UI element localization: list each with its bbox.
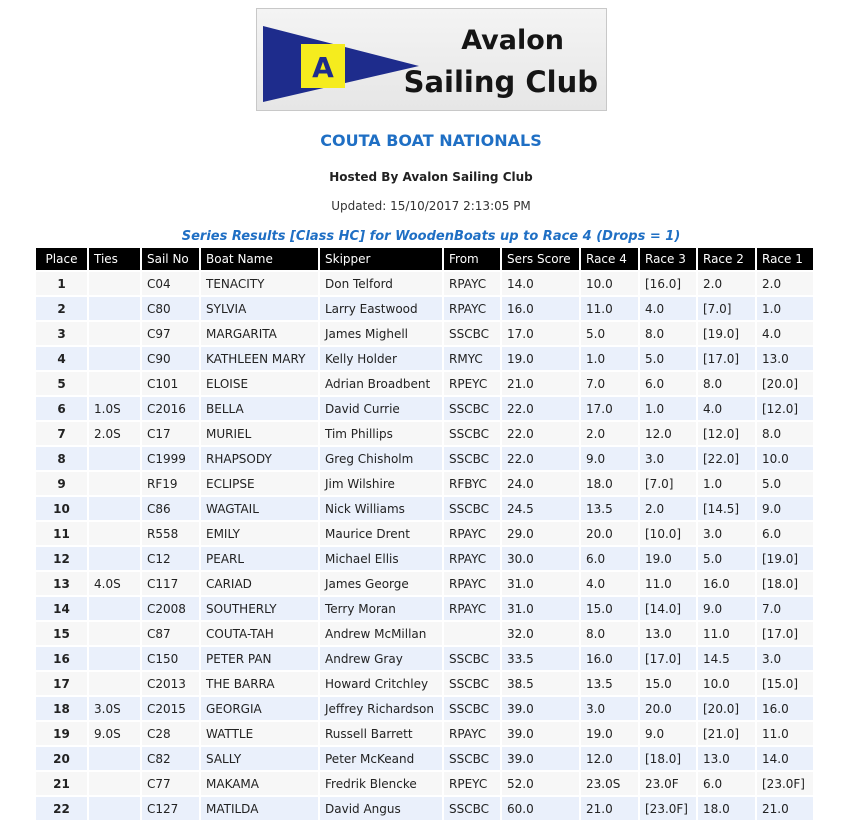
- cell-boat-name: EMILY: [201, 522, 318, 545]
- cell-place: 17: [36, 672, 87, 695]
- cell-boat-name: RHAPSODY: [201, 447, 318, 470]
- cell-skipper: Kelly Holder: [320, 347, 442, 370]
- cell-boat-name: THE BARRA: [201, 672, 318, 695]
- cell-race-2: 13.0: [698, 747, 755, 770]
- table-row: [36, 447, 813, 470]
- cell-boat-name: SYLVIA: [201, 297, 318, 320]
- cell-from: SSCBC: [444, 797, 500, 820]
- cell-place: 7: [36, 422, 87, 445]
- cell-place: 22: [36, 797, 87, 820]
- cell-race-1: 11.0: [757, 722, 813, 745]
- cell-sail-no: C77: [142, 772, 199, 795]
- cell-race-3: [10.0]: [640, 522, 696, 545]
- cell-skipper: James George: [320, 572, 442, 595]
- cell-from: SSCBC: [444, 672, 500, 695]
- hosted-by: Hosted By Avalon Sailing Club: [329, 170, 533, 184]
- cell-from: RPAYC: [444, 722, 500, 745]
- cell-race-2: [20.0]: [698, 697, 755, 720]
- cell-race-4: 15.0: [581, 597, 638, 620]
- cell-race-4: 2.0: [581, 422, 638, 445]
- cell-boat-name: MURIEL: [201, 422, 318, 445]
- column-header-sers-score: Sers Score: [502, 248, 579, 270]
- cell-place: 20: [36, 747, 87, 770]
- cell-race-3: [17.0]: [640, 647, 696, 670]
- cell-race-3: [16.0]: [640, 272, 696, 295]
- cell-ties: [89, 797, 140, 820]
- table-row: [36, 472, 813, 495]
- cell-race-2: 6.0: [698, 772, 755, 795]
- cell-sers-score: 19.0: [502, 347, 579, 370]
- cell-race-1: 13.0: [757, 347, 813, 370]
- results-table: [34, 246, 815, 822]
- cell-sail-no: C1999: [142, 447, 199, 470]
- series-heading: Series Results [Class HC] for WoodenBoats up to Race 4 (Drops = 1): [181, 229, 681, 244]
- cell-skipper: Fredrik Blencke: [320, 772, 442, 795]
- cell-ties: [89, 372, 140, 395]
- cell-skipper: Adrian Broadbent: [320, 372, 442, 395]
- cell-race-1: [18.0]: [757, 572, 813, 595]
- cell-place: 15: [36, 622, 87, 645]
- cell-ties: [89, 297, 140, 320]
- cell-race-2: 18.0: [698, 797, 755, 820]
- table-row: [36, 272, 813, 295]
- cell-skipper: Maurice Drent: [320, 522, 442, 545]
- cell-sail-no: C127: [142, 797, 199, 820]
- cell-skipper: Peter McKeand: [320, 747, 442, 770]
- cell-boat-name: PEARL: [201, 547, 318, 570]
- header-row: [36, 248, 813, 270]
- cell-from: SSCBC: [444, 497, 500, 520]
- cell-place: 1: [36, 272, 87, 295]
- cell-sers-score: 24.5: [502, 497, 579, 520]
- cell-race-1: [12.0]: [757, 397, 813, 420]
- cell-race-1: 9.0: [757, 497, 813, 520]
- table-row: [36, 622, 813, 645]
- cell-race-1: 10.0: [757, 447, 813, 470]
- cell-race-4: 9.0: [581, 447, 638, 470]
- cell-race-3: 13.0: [640, 622, 696, 645]
- cell-race-4: 13.5: [581, 672, 638, 695]
- table-row: [36, 547, 813, 570]
- cell-skipper: Greg Chisholm: [320, 447, 442, 470]
- cell-boat-name: WATTLE: [201, 722, 318, 745]
- cell-race-2: [17.0]: [698, 347, 755, 370]
- cell-boat-name: ECLIPSE: [201, 472, 318, 495]
- cell-sers-score: 31.0: [502, 597, 579, 620]
- cell-race-4: 21.0: [581, 797, 638, 820]
- cell-ties: 9.0S: [89, 722, 140, 745]
- cell-race-3: 9.0: [640, 722, 696, 745]
- cell-sail-no: C82: [142, 747, 199, 770]
- column-header-race-3: Race 3: [640, 248, 696, 270]
- cell-ties: [89, 747, 140, 770]
- cell-from: RPEYC: [444, 372, 500, 395]
- cell-ties: [89, 447, 140, 470]
- table-row: [36, 372, 813, 395]
- cell-sers-score: 38.5: [502, 672, 579, 695]
- cell-race-2: 3.0: [698, 522, 755, 545]
- logo-line-1: Avalon: [461, 25, 564, 56]
- cell-sers-score: 39.0: [502, 722, 579, 745]
- cell-skipper: Jeffrey Richardson: [320, 697, 442, 720]
- cell-boat-name: GEORGIA: [201, 697, 318, 720]
- cell-sail-no: C2013: [142, 672, 199, 695]
- cell-ties: 3.0S: [89, 697, 140, 720]
- cell-skipper: Nick Williams: [320, 497, 442, 520]
- cell-ties: [89, 672, 140, 695]
- cell-skipper: Michael Ellis: [320, 547, 442, 570]
- cell-race-1: 14.0: [757, 747, 813, 770]
- cell-race-2: 10.0: [698, 672, 755, 695]
- cell-race-3: 19.0: [640, 547, 696, 570]
- cell-race-2: 2.0: [698, 272, 755, 295]
- cell-boat-name: MATILDA: [201, 797, 318, 820]
- cell-place: 9: [36, 472, 87, 495]
- cell-race-4: 5.0: [581, 322, 638, 345]
- cell-race-1: 5.0: [757, 472, 813, 495]
- cell-sers-score: 22.0: [502, 422, 579, 445]
- cell-place: 10: [36, 497, 87, 520]
- table-row: [36, 322, 813, 345]
- cell-sail-no: C04: [142, 272, 199, 295]
- cell-sail-no: C12: [142, 547, 199, 570]
- cell-race-4: 8.0: [581, 622, 638, 645]
- cell-sers-score: 33.5: [502, 647, 579, 670]
- column-header-boat-name: Boat Name: [201, 248, 318, 270]
- cell-sail-no: C97: [142, 322, 199, 345]
- cell-sers-score: 39.0: [502, 747, 579, 770]
- cell-sers-score: 21.0: [502, 372, 579, 395]
- cell-sers-score: 39.0: [502, 697, 579, 720]
- cell-place: 14: [36, 597, 87, 620]
- cell-race-4: 10.0: [581, 272, 638, 295]
- column-header-sail-no: Sail No: [142, 248, 199, 270]
- cell-sail-no: C150: [142, 647, 199, 670]
- cell-place: 3: [36, 322, 87, 345]
- column-header-race-2: Race 2: [698, 248, 755, 270]
- cell-from: SSCBC: [444, 447, 500, 470]
- cell-sail-no: C2008: [142, 597, 199, 620]
- cell-place: 5: [36, 372, 87, 395]
- cell-race-2: [22.0]: [698, 447, 755, 470]
- cell-sail-no: C117: [142, 572, 199, 595]
- cell-from: RPAYC: [444, 597, 500, 620]
- cell-place: 16: [36, 647, 87, 670]
- cell-from: RPAYC: [444, 547, 500, 570]
- cell-from: [444, 622, 500, 645]
- cell-place: 12: [36, 547, 87, 570]
- cell-sail-no: C28: [142, 722, 199, 745]
- cell-from: SSCBC: [444, 422, 500, 445]
- cell-race-2: [12.0]: [698, 422, 755, 445]
- cell-ties: [89, 597, 140, 620]
- cell-ties: [89, 547, 140, 570]
- cell-from: SSCBC: [444, 747, 500, 770]
- table-row: [36, 597, 813, 620]
- cell-place: 13: [36, 572, 87, 595]
- cell-sail-no: C17: [142, 422, 199, 445]
- cell-from: RMYC: [444, 347, 500, 370]
- cell-skipper: Howard Critchley: [320, 672, 442, 695]
- cell-race-2: [19.0]: [698, 322, 755, 345]
- club-logo: [256, 8, 607, 111]
- cell-from: RPAYC: [444, 297, 500, 320]
- cell-sers-score: 14.0: [502, 272, 579, 295]
- cell-race-4: 12.0: [581, 747, 638, 770]
- cell-race-2: 9.0: [698, 597, 755, 620]
- cell-race-3: [23.0F]: [640, 797, 696, 820]
- table-row: [36, 772, 813, 795]
- cell-skipper: Terry Moran: [320, 597, 442, 620]
- cell-race-4: 18.0: [581, 472, 638, 495]
- cell-ties: [89, 472, 140, 495]
- cell-sail-no: R558: [142, 522, 199, 545]
- column-header-race-1: Race 1: [757, 248, 813, 270]
- cell-race-1: 2.0: [757, 272, 813, 295]
- column-header-skipper: Skipper: [320, 248, 442, 270]
- table-row: [36, 722, 813, 745]
- cell-sail-no: C2016: [142, 397, 199, 420]
- cell-race-4: 17.0: [581, 397, 638, 420]
- table-row: [36, 347, 813, 370]
- cell-ties: [89, 647, 140, 670]
- cell-sail-no: C90: [142, 347, 199, 370]
- cell-ties: 2.0S: [89, 422, 140, 445]
- cell-place: 11: [36, 522, 87, 545]
- cell-race-3: 15.0: [640, 672, 696, 695]
- cell-from: SSCBC: [444, 647, 500, 670]
- table-row: [36, 397, 813, 420]
- cell-from: RPAYC: [444, 272, 500, 295]
- cell-sers-score: 52.0: [502, 772, 579, 795]
- cell-race-4: 19.0: [581, 722, 638, 745]
- cell-race-2: 8.0: [698, 372, 755, 395]
- cell-ties: 4.0S: [89, 572, 140, 595]
- table-row: [36, 522, 813, 545]
- cell-ties: [89, 347, 140, 370]
- cell-race-3: 5.0: [640, 347, 696, 370]
- cell-sers-score: 60.0: [502, 797, 579, 820]
- cell-sers-score: 16.0: [502, 297, 579, 320]
- cell-race-3: [18.0]: [640, 747, 696, 770]
- cell-boat-name: MAKAMA: [201, 772, 318, 795]
- cell-race-3: 1.0: [640, 397, 696, 420]
- cell-race-3: 2.0: [640, 497, 696, 520]
- cell-race-2: 4.0: [698, 397, 755, 420]
- cell-sers-score: 22.0: [502, 447, 579, 470]
- cell-race-1: 7.0: [757, 597, 813, 620]
- table-row: [36, 647, 813, 670]
- cell-ties: [89, 322, 140, 345]
- cell-race-1: [20.0]: [757, 372, 813, 395]
- cell-place: 18: [36, 697, 87, 720]
- table-row: [36, 672, 813, 695]
- results-body: [36, 272, 813, 820]
- cell-race-2: [21.0]: [698, 722, 755, 745]
- cell-skipper: David Angus: [320, 797, 442, 820]
- cell-race-3: 11.0: [640, 572, 696, 595]
- cell-race-1: 8.0: [757, 422, 813, 445]
- cell-race-4: 11.0: [581, 297, 638, 320]
- cell-skipper: James Mighell: [320, 322, 442, 345]
- cell-sail-no: C80: [142, 297, 199, 320]
- cell-place: 4: [36, 347, 87, 370]
- cell-place: 6: [36, 397, 87, 420]
- cell-ties: [89, 497, 140, 520]
- cell-boat-name: BELLA: [201, 397, 318, 420]
- cell-sers-score: 24.0: [502, 472, 579, 495]
- cell-from: RPEYC: [444, 772, 500, 795]
- cell-ties: [89, 772, 140, 795]
- cell-from: RPAYC: [444, 522, 500, 545]
- cell-race-3: 20.0: [640, 697, 696, 720]
- cell-race-3: 23.0F: [640, 772, 696, 795]
- cell-race-1: 4.0: [757, 322, 813, 345]
- cell-sail-no: C101: [142, 372, 199, 395]
- cell-skipper: Tim Phillips: [320, 422, 442, 445]
- cell-race-2: 1.0: [698, 472, 755, 495]
- cell-boat-name: SOUTHERLY: [201, 597, 318, 620]
- cell-sers-score: 30.0: [502, 547, 579, 570]
- cell-race-2: 14.5: [698, 647, 755, 670]
- cell-sail-no: C86: [142, 497, 199, 520]
- cell-boat-name: COUTA-TAH: [201, 622, 318, 645]
- cell-race-4: 13.5: [581, 497, 638, 520]
- table-row: [36, 297, 813, 320]
- cell-place: 19: [36, 722, 87, 745]
- cell-race-3: [14.0]: [640, 597, 696, 620]
- table-row: [36, 697, 813, 720]
- table-row: [36, 572, 813, 595]
- table-row: [36, 497, 813, 520]
- cell-skipper: Jim Wilshire: [320, 472, 442, 495]
- column-header-from: From: [444, 248, 500, 270]
- cell-race-2: 5.0: [698, 547, 755, 570]
- cell-from: SSCBC: [444, 322, 500, 345]
- cell-boat-name: MARGARITA: [201, 322, 318, 345]
- cell-race-3: 6.0: [640, 372, 696, 395]
- cell-sail-no: RF19: [142, 472, 199, 495]
- page-title: COUTA BOAT NATIONALS: [320, 131, 542, 150]
- logo-letter: A: [312, 51, 334, 84]
- cell-skipper: Andrew Gray: [320, 647, 442, 670]
- cell-race-3: 12.0: [640, 422, 696, 445]
- cell-race-4: 16.0: [581, 647, 638, 670]
- cell-ties: [89, 622, 140, 645]
- cell-boat-name: KATHLEEN MARY: [201, 347, 318, 370]
- cell-ties: 1.0S: [89, 397, 140, 420]
- cell-boat-name: CARIAD: [201, 572, 318, 595]
- cell-race-3: 8.0: [640, 322, 696, 345]
- cell-from: SSCBC: [444, 697, 500, 720]
- cell-race-1: [23.0F]: [757, 772, 813, 795]
- cell-race-2: 11.0: [698, 622, 755, 645]
- cell-race-1: [15.0]: [757, 672, 813, 695]
- cell-boat-name: WAGTAIL: [201, 497, 318, 520]
- cell-skipper: Don Telford: [320, 272, 442, 295]
- cell-race-1: 3.0: [757, 647, 813, 670]
- logo-line-2: Sailing Club: [403, 65, 598, 99]
- cell-race-2: 16.0: [698, 572, 755, 595]
- cell-skipper: Russell Barrett: [320, 722, 442, 745]
- cell-race-1: [19.0]: [757, 547, 813, 570]
- cell-ties: [89, 522, 140, 545]
- cell-race-1: 1.0: [757, 297, 813, 320]
- cell-sers-score: 32.0: [502, 622, 579, 645]
- cell-race-4: 3.0: [581, 697, 638, 720]
- cell-race-1: 6.0: [757, 522, 813, 545]
- cell-sers-score: 31.0: [502, 572, 579, 595]
- column-header-place: Place: [36, 248, 87, 270]
- cell-sail-no: C2015: [142, 697, 199, 720]
- cell-boat-name: SALLY: [201, 747, 318, 770]
- cell-race-4: 7.0: [581, 372, 638, 395]
- cell-ties: [89, 272, 140, 295]
- cell-boat-name: PETER PAN: [201, 647, 318, 670]
- cell-sers-score: 22.0: [502, 397, 579, 420]
- cell-skipper: David Currie: [320, 397, 442, 420]
- cell-race-3: 3.0: [640, 447, 696, 470]
- cell-race-4: 6.0: [581, 547, 638, 570]
- column-header-race-4: Race 4: [581, 248, 638, 270]
- cell-sers-score: 17.0: [502, 322, 579, 345]
- cell-place: 2: [36, 297, 87, 320]
- cell-from: RFBYC: [444, 472, 500, 495]
- cell-boat-name: ELOISE: [201, 372, 318, 395]
- cell-race-3: [7.0]: [640, 472, 696, 495]
- cell-from: RPAYC: [444, 572, 500, 595]
- cell-race-4: 23.0S: [581, 772, 638, 795]
- cell-race-1: [17.0]: [757, 622, 813, 645]
- table-row: [36, 747, 813, 770]
- cell-sail-no: C87: [142, 622, 199, 645]
- cell-race-4: 1.0: [581, 347, 638, 370]
- column-header-ties: Ties: [89, 248, 140, 270]
- cell-race-2: [14.5]: [698, 497, 755, 520]
- table-row: [36, 422, 813, 445]
- cell-race-3: 4.0: [640, 297, 696, 320]
- cell-from: SSCBC: [444, 397, 500, 420]
- cell-race-4: 20.0: [581, 522, 638, 545]
- cell-place: 21: [36, 772, 87, 795]
- updated-timestamp: Updated: 15/10/2017 2:13:05 PM: [331, 199, 531, 213]
- cell-race-2: [7.0]: [698, 297, 755, 320]
- cell-race-1: 16.0: [757, 697, 813, 720]
- cell-boat-name: TENACITY: [201, 272, 318, 295]
- cell-place: 8: [36, 447, 87, 470]
- cell-sers-score: 29.0: [502, 522, 579, 545]
- table-row: [36, 797, 813, 820]
- cell-race-1: 21.0: [757, 797, 813, 820]
- cell-race-4: 4.0: [581, 572, 638, 595]
- cell-skipper: Larry Eastwood: [320, 297, 442, 320]
- cell-skipper: Andrew McMillan: [320, 622, 442, 645]
